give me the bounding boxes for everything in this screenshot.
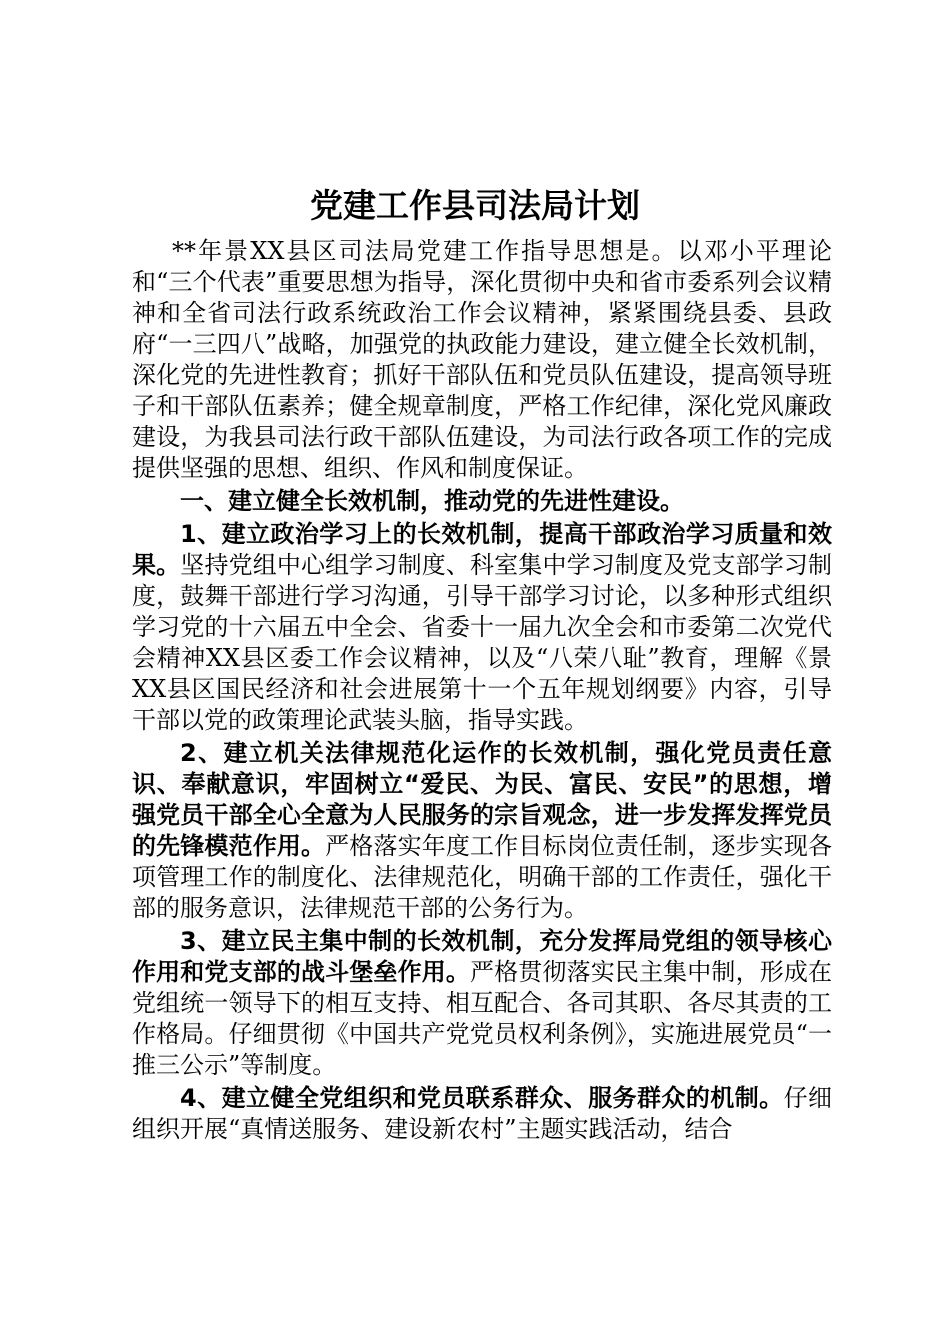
item-1-heading: 1、建立政治学习上的长效机制，提高干部政治学习质量和效果。 — [132, 520, 832, 579]
section-heading-text: 一、建立健全长效机制，推动党的先进性建设。 — [180, 487, 684, 515]
intro-paragraph: **年景XX县区司法局党建工作指导思想是。以邓小平理论和“三个代表”重要思想为指导，深化贯彻中央和省市委系列会议精神和全省司法行政系统政治工作会议精神，紧紧围绕县委、县政府“一三四八”战略，加强党的执政能力建设，建立健全长效机制，深化党的先进性教育；抓好干部队伍和党员队伍建设，提高领导班子和干部队伍素养；健全规章制度，严格工作纪律，深化党风廉政建设，为我县司法行政干部队伍建设，为司法行政各项工作的完成提供坚强的思想、组织、作风和制度保证。 — [132, 237, 832, 482]
item-2-paragraph — [132, 738, 832, 924]
section-heading — [132, 486, 832, 517]
item-2-text: 严格落实年度工作目标岗位责任制，逐步实现各项管理工作的制度化、法律规范化，明确干部的工作责任，强化干部的服务意识，法律规范干部的公务行为。 — [132, 832, 833, 922]
item-3-text: 严格贯彻落实民主集中制，形成在党组统一领导下的相互支持、相互配合、各司其职、各尽其责的工作格局。仔细贯彻《中国共产党党员权利条例》，实施进展党员“一推三公示”等制度。 — [132, 958, 832, 1079]
item-3-heading: 3、建立民主集中制的长效机制，充分发挥局党组的领导核心作用和党支部的战斗堡垒作用。 — [132, 927, 832, 986]
item-1-text: 坚持党组中心组学习制度、科室集中学习制度及党支部学习制度，鼓舞干部进行学习沟通，引导干部学习讨论，以多种形式组织学习党的十六届五中全会、省委十一届九次全会和市委第二次党代会精神XX县区委工作会议精神，以及“八荣八耻”教育，理解《景XX县区国民经济和社会进展第十一个五年规划纲要》内容，引导干部以党的政策理论武装头脑，指导实践。 — [132, 551, 833, 734]
item-3-paragraph — [132, 926, 832, 1081]
item-4-heading: 4、建立健全党组织和党员联系群众、服务群众的机制。 — [180, 1084, 784, 1112]
document-title: 党建工作县司法局计划 — [310, 186, 640, 225]
item-2-heading: 2、建立机关法律规范化运作的长效机制，强化党员责任意识、奉献意识，牢固树立“爱民、为民、富民、安民”的思想，增强党员干部全心全意为人民服务的宗旨观念，进一步发挥发挥党员的先锋模范作用。 — [132, 739, 832, 860]
document-body — [132, 236, 832, 1147]
item-4-paragraph — [132, 1083, 832, 1145]
item-1-paragraph — [132, 519, 832, 736]
item-4-text: 仔细组织开展“真情送服务、建设新农村”主题实践活动，结合 — [132, 1084, 832, 1143]
